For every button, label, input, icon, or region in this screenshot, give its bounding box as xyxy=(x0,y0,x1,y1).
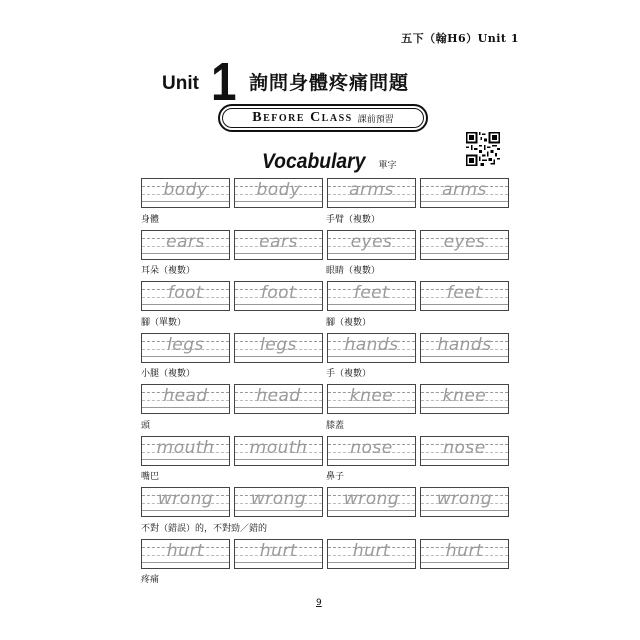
tracing-word: hands xyxy=(437,334,492,355)
page-number: 9 xyxy=(316,598,322,608)
word-meaning-label: 身體 xyxy=(141,214,160,225)
unit-number: 1 xyxy=(210,52,237,112)
practice-row xyxy=(141,333,511,383)
tracing-word: hurt xyxy=(445,540,484,561)
tracing-box[interactable] xyxy=(141,487,230,517)
tracing-box[interactable] xyxy=(327,436,416,466)
vocabulary-subtitle: 單字 xyxy=(378,161,397,171)
banner-main-text: Before Class xyxy=(252,110,353,125)
word-meaning-label: 小腿（複數） xyxy=(141,369,196,379)
tracing-word: nose xyxy=(443,437,486,458)
tracing-word: legs xyxy=(260,334,297,355)
practice-row xyxy=(141,487,511,537)
tracing-box[interactable] xyxy=(234,333,323,363)
word-meaning-label: 頭 xyxy=(141,420,151,431)
practice-row xyxy=(141,230,511,280)
qr-code-icon xyxy=(466,132,500,166)
tracing-box[interactable] xyxy=(420,384,509,414)
tracing-word: arms xyxy=(442,180,487,200)
tracing-box[interactable] xyxy=(234,487,323,517)
tracing-box[interactable] xyxy=(327,230,416,260)
tracing-word: hurt xyxy=(352,540,391,561)
tracing-box[interactable] xyxy=(420,487,509,517)
tracing-word: body xyxy=(163,180,208,200)
vocabulary-heading xyxy=(262,150,396,174)
tracing-box[interactable] xyxy=(141,384,230,414)
word-meaning-label: 不對（錯誤）的，不對勁／錯的 xyxy=(141,523,268,534)
tracing-word: feet xyxy=(446,283,483,303)
tracing-word: wrong xyxy=(343,489,400,509)
tracing-box[interactable] xyxy=(234,230,323,260)
unit-heading xyxy=(162,52,409,112)
tracing-word: head xyxy=(256,386,301,406)
word-meaning-label: 腳（單數） xyxy=(141,317,187,328)
tracing-word: legs xyxy=(167,334,204,355)
tracing-word: foot xyxy=(167,283,204,303)
page-header: 五下（翰H6）Unit 1 xyxy=(401,32,519,45)
tracing-box[interactable] xyxy=(141,539,230,569)
tracing-box[interactable] xyxy=(234,539,323,569)
tracing-box[interactable] xyxy=(141,333,230,363)
tracing-word: mouth xyxy=(249,437,308,458)
banner-sub-text: 課前預習 xyxy=(357,114,394,125)
tracing-box[interactable] xyxy=(420,539,509,569)
tracing-word: foot xyxy=(260,283,297,303)
practice-row xyxy=(141,539,511,589)
tracing-word: hurt xyxy=(166,540,205,561)
word-meaning-label: 手臂（複數） xyxy=(326,214,381,225)
practice-row xyxy=(141,384,511,434)
word-meaning-label: 膝蓋 xyxy=(326,420,345,431)
tracing-word: arms xyxy=(349,180,394,200)
word-meaning-label: 腳（複數） xyxy=(326,317,372,328)
tracing-box[interactable] xyxy=(420,281,509,311)
tracing-box[interactable] xyxy=(327,487,416,517)
tracing-box[interactable] xyxy=(420,230,509,260)
tracing-word: body xyxy=(256,180,301,200)
unit-title: 詢問身體疼痛問題 xyxy=(248,72,409,94)
unit-label: Unit xyxy=(162,73,199,94)
tracing-word: mouth xyxy=(156,437,215,458)
tracing-word: head xyxy=(163,386,208,406)
tracing-word: wrong xyxy=(436,489,493,509)
tracing-box[interactable] xyxy=(141,230,230,260)
tracing-box[interactable] xyxy=(327,539,416,569)
tracing-word: ears xyxy=(166,231,205,252)
tracing-word: hands xyxy=(344,334,399,355)
tracing-word: eyes xyxy=(350,231,393,252)
word-meaning-label: 耳朵（複數） xyxy=(141,266,196,276)
word-meaning-label: 眼睛（複數） xyxy=(326,266,381,276)
tracing-box[interactable] xyxy=(420,436,509,466)
tracing-box[interactable] xyxy=(327,178,416,208)
before-class-banner xyxy=(218,104,428,132)
tracing-box[interactable] xyxy=(234,436,323,466)
tracing-word: wrong xyxy=(250,489,307,509)
word-meaning-label: 手（複數） xyxy=(326,369,372,379)
tracing-word: feet xyxy=(353,283,390,303)
tracing-box[interactable] xyxy=(327,333,416,363)
tracing-box[interactable] xyxy=(234,384,323,414)
practice-row xyxy=(141,281,511,331)
tracing-word: wrong xyxy=(157,489,214,509)
tracing-box[interactable] xyxy=(420,178,509,208)
word-meaning-label: 疼痛 xyxy=(141,575,160,585)
tracing-word: knee xyxy=(349,386,394,406)
tracing-box[interactable] xyxy=(234,178,323,208)
tracing-word: knee xyxy=(442,386,487,406)
tracing-box[interactable] xyxy=(141,178,230,208)
tracing-box[interactable] xyxy=(234,281,323,311)
tracing-word: ears xyxy=(259,231,298,252)
vocabulary-title: Vocabulary xyxy=(262,150,366,173)
practice-row xyxy=(141,436,511,486)
word-meaning-label: 鼻子 xyxy=(326,472,345,482)
tracing-box[interactable] xyxy=(420,333,509,363)
practice-row xyxy=(141,178,511,228)
tracing-word: hurt xyxy=(259,540,298,561)
word-meaning-label: 嘴巴 xyxy=(141,472,160,482)
tracing-box[interactable] xyxy=(141,436,230,466)
tracing-box[interactable] xyxy=(141,281,230,311)
tracing-word: nose xyxy=(350,437,393,458)
tracing-box[interactable] xyxy=(327,281,416,311)
tracing-box[interactable] xyxy=(327,384,416,414)
tracing-word: eyes xyxy=(443,231,486,252)
